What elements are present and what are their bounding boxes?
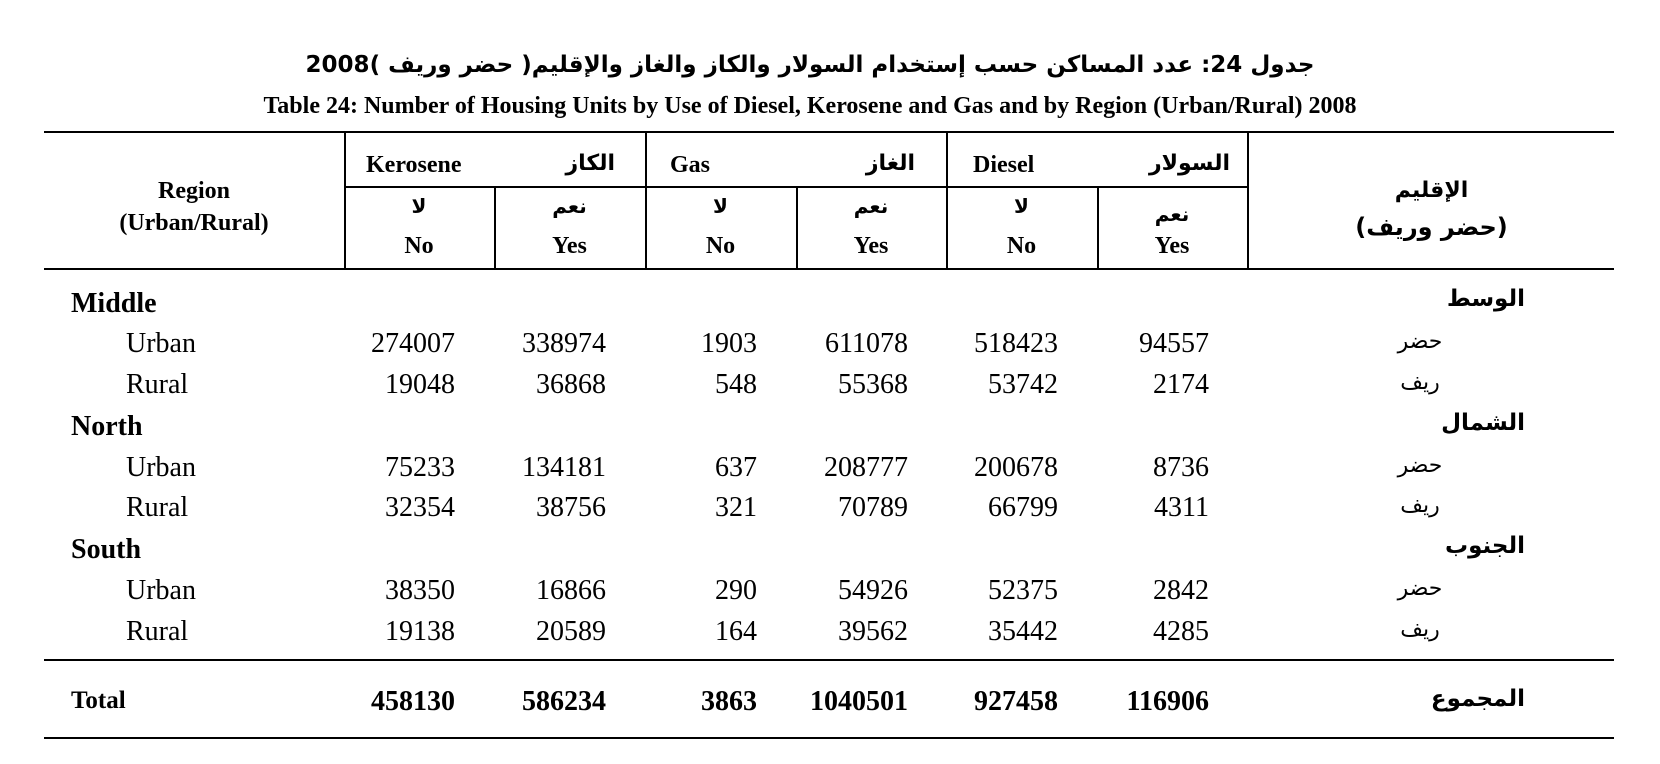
cell-diesel-yes: 94557 [1139, 328, 1209, 359]
cell-gas-yes: 70789 [838, 492, 908, 523]
total-kerosene-yes: 586234 [522, 686, 606, 717]
diesel-no-arabic: لا [1014, 194, 1029, 218]
cell-diesel-no: 52375 [988, 575, 1058, 606]
cell-gas-no: 290 [715, 575, 757, 606]
row-label-arabic: حضر [1397, 453, 1443, 478]
total-gas-yes: 1040501 [810, 686, 908, 717]
region-header-english: Region [158, 178, 230, 204]
cell-diesel-yes: 4311 [1154, 492, 1209, 523]
header-bottom-rule [44, 268, 1614, 270]
table-bottom-rule [44, 737, 1614, 739]
diesel-header-arabic: السولار [1148, 151, 1230, 176]
cell-kerosene-no: 32354 [385, 492, 455, 523]
gas-yes-arabic: نعم [853, 194, 889, 218]
gas-no-english: No [705, 233, 736, 259]
cell-diesel-no: 35442 [988, 616, 1058, 647]
total-kerosene-no: 458130 [371, 686, 455, 717]
kerosene-header-english: Kerosene [366, 152, 462, 178]
region-name-arabic: الشمال [1441, 410, 1525, 436]
cell-gas-no: 548 [715, 369, 757, 400]
table-title-english: Table 24: Number of Housing Units by Use of Diesel, Kerosene and Gas and by Region (Urban/Rural) 2008 [263, 93, 1357, 119]
cell-kerosene-yes: 38756 [536, 492, 606, 523]
diesel-no-english: No [1006, 233, 1037, 259]
region-header-arabic: الإقليم [1394, 178, 1469, 203]
row-label-arabic: ريف [1400, 493, 1440, 518]
diesel-header-english: Diesel [973, 152, 1035, 178]
cell-gas-yes: 39562 [838, 616, 908, 647]
total-gas-no: 3863 [701, 686, 757, 717]
cell-gas-no: 637 [715, 452, 757, 483]
region-name-english: Middle [71, 288, 157, 319]
cell-kerosene-no: 75233 [385, 452, 455, 483]
cell-gas-no: 164 [715, 616, 757, 647]
cell-kerosene-yes: 16866 [536, 575, 606, 606]
cell-gas-no: 321 [715, 492, 757, 523]
cell-gas-yes: 55368 [838, 369, 908, 400]
kerosene-header-arabic: الكاز [565, 151, 615, 176]
region-header-english-sub: (Urban/Rural) [119, 210, 269, 236]
table-title-arabic: جدول 24: عدد المساكن حسب إستخدام السولار والكاز والغاز والإقليم( حضر وريف )2008 [305, 52, 1315, 78]
row-label-arabic: ريف [1400, 617, 1440, 642]
cell-gas-yes: 208777 [824, 452, 908, 483]
kerosene-no-english: No [404, 233, 434, 259]
gas-yes-english: Yes [853, 233, 889, 259]
cell-gas-yes: 54926 [838, 575, 908, 606]
cell-kerosene-no: 19048 [385, 369, 455, 400]
cell-kerosene-yes: 36868 [536, 369, 606, 400]
cell-diesel-yes: 4285 [1153, 616, 1209, 647]
total-diesel-no: 927458 [974, 686, 1058, 717]
region-name-arabic: الوسط [1446, 286, 1525, 312]
cell-diesel-yes: 2842 [1153, 575, 1209, 606]
cell-kerosene-no: 38350 [385, 575, 455, 606]
cell-diesel-no: 53742 [988, 369, 1058, 400]
row-label-english: Rural [126, 616, 189, 647]
region-name-english: South [71, 534, 142, 565]
row-label-english: Urban [126, 575, 196, 606]
row-label-english: Urban [126, 328, 196, 359]
cell-diesel-no: 200678 [974, 452, 1058, 483]
cell-diesel-no: 66799 [988, 492, 1058, 523]
diesel-yes-english: Yes [1154, 233, 1190, 259]
row-label-arabic: ريف [1400, 370, 1440, 395]
region-name-english: North [71, 411, 143, 442]
total-diesel-yes: 116906 [1126, 686, 1209, 717]
gas-no-arabic: لا [713, 194, 728, 218]
cell-gas-yes: 611078 [825, 328, 908, 359]
gas-header-english: Gas [670, 152, 711, 178]
cell-diesel-yes: 2174 [1153, 369, 1209, 400]
kerosene-yes-english: Yes [552, 233, 587, 259]
cell-kerosene-no: 274007 [371, 328, 455, 359]
row-label-english: Rural [126, 492, 189, 523]
gas-header-arabic: الغاز [865, 151, 915, 176]
diesel-yes-arabic: نعم [1154, 202, 1190, 226]
cell-diesel-no: 518423 [974, 328, 1058, 359]
total-label-arabic: المجموع [1430, 686, 1525, 712]
row-label-arabic: حضر [1397, 329, 1443, 354]
table-top-rule [44, 131, 1614, 133]
row-label-english: Rural [126, 369, 189, 400]
row-label-arabic: حضر [1397, 576, 1443, 601]
total-label-english: Total [71, 687, 126, 714]
cell-gas-no: 1903 [701, 328, 757, 359]
total-top-rule [44, 659, 1614, 661]
cell-diesel-yes: 8736 [1153, 452, 1209, 483]
cell-kerosene-yes: 134181 [522, 452, 606, 483]
kerosene-yes-arabic: نعم [552, 194, 587, 218]
cell-kerosene-yes: 338974 [522, 328, 606, 359]
row-label-english: Urban [126, 452, 196, 483]
cell-kerosene-no: 19138 [385, 616, 455, 647]
region-name-arabic: الجنوب [1444, 533, 1525, 559]
kerosene-no-arabic: لا [411, 194, 427, 218]
region-header-arabic-sub: (حضر وريف) [1355, 213, 1508, 241]
cell-kerosene-yes: 20589 [536, 616, 606, 647]
